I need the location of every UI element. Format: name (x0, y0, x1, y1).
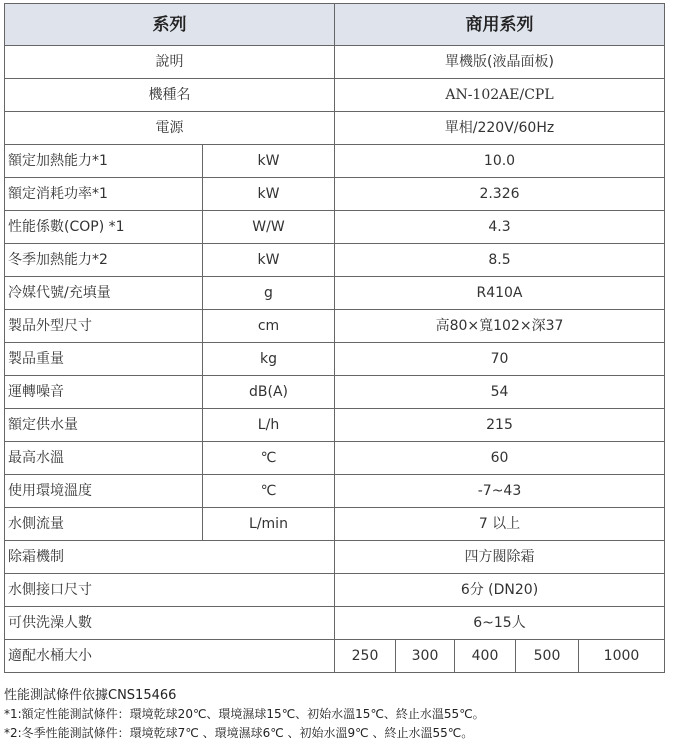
row-unit: dB(A) (203, 376, 335, 409)
row-unit: ℃ (203, 475, 335, 508)
row-unit: W/W (203, 211, 335, 244)
row-value: 8.5 (335, 244, 665, 277)
row-value: 單相/220V/60Hz (335, 112, 665, 145)
tank-size-cell: 400 (455, 640, 516, 673)
row-value: 60 (335, 442, 665, 475)
tank-size-cell: 300 (396, 640, 455, 673)
row-unit: cm (203, 310, 335, 343)
row-value: 70 (335, 343, 665, 376)
row-label: 運轉噪音 (5, 376, 203, 409)
row-label: 製品外型尺寸 (5, 310, 203, 343)
row-unit: ℃ (203, 442, 335, 475)
table-row (5, 211, 665, 244)
row-value: 6分 (DN20) (335, 574, 665, 607)
row-label: 冷媒代號/充填量 (5, 277, 203, 310)
row-label: 電源 (5, 112, 335, 145)
table-row (5, 310, 665, 343)
row-unit: kW (203, 145, 335, 178)
row-label: 額定消耗功率*1 (5, 178, 203, 211)
footnote-1: *1:額定性能測試條件：環境乾球20℃、環境濕球15℃、初始水溫15℃、終止水溫55℃。 (4, 707, 485, 721)
table-row (5, 409, 665, 442)
row-label: 額定供水量 (5, 409, 203, 442)
table-row (5, 475, 665, 508)
row-label: 性能係數(COP) *1 (5, 211, 203, 244)
table-row (5, 178, 665, 211)
row-value: 4.3 (335, 211, 665, 244)
table-row (5, 343, 665, 376)
row-label: 製品重量 (5, 343, 203, 376)
footnote-2: *2:冬季性能測試條件：環境乾球7℃ 、環境濕球6℃ 、初始水溫9℃ 、終止水溫55℃。 (4, 726, 474, 740)
table-row (5, 79, 665, 112)
row-label: 冬季加熱能力*2 (5, 244, 203, 277)
row-label: 水側接口尺寸 (5, 574, 335, 607)
row-label: 機種名 (5, 79, 335, 112)
row-value: 215 (335, 409, 665, 442)
row-value: 2.326 (335, 178, 665, 211)
row-label: 說明 (5, 46, 335, 79)
table-row (5, 508, 665, 541)
row-value: 54 (335, 376, 665, 409)
row-unit: kW (203, 244, 335, 277)
row-label: 水側流量 (5, 508, 203, 541)
table-row (5, 145, 665, 178)
row-unit: kW (203, 178, 335, 211)
tank-size-cell: 250 (335, 640, 396, 673)
row-label: 額定加熱能力*1 (5, 145, 203, 178)
footnote-heading: 性能測試條件依據CNS15466 (4, 688, 177, 703)
row-label: 最高水溫 (5, 442, 203, 475)
header-series: 系列 (5, 4, 335, 46)
row-unit: kg (203, 343, 335, 376)
row-value: 單機版(液晶面板) (335, 46, 665, 79)
row-value: 四方閥除霜 (335, 541, 665, 574)
row-unit: g (203, 277, 335, 310)
table-row (5, 277, 665, 310)
row-value: 6~15人 (335, 607, 665, 640)
table-row (5, 541, 665, 574)
spec-table (4, 3, 665, 673)
row-label: 適配水桶大小 (5, 640, 335, 673)
table-row (5, 112, 665, 145)
row-label: 除霜機制 (5, 541, 335, 574)
row-unit: L/h (203, 409, 335, 442)
table-row (5, 442, 665, 475)
row-value: -7~43 (335, 475, 665, 508)
row-label: 使用環境溫度 (5, 475, 203, 508)
table-row (5, 244, 665, 277)
row-value: AN-102AE/CPL (335, 79, 665, 112)
tank-size-row (5, 640, 665, 673)
header-commercial-series: 商用系列 (335, 4, 665, 46)
row-label: 可供洗澡人數 (5, 607, 335, 640)
table-row (5, 376, 665, 409)
row-value: 10.0 (335, 145, 665, 178)
row-value: 7 以上 (335, 508, 665, 541)
row-value: 高80×寬102×深37 (335, 310, 665, 343)
table-row (5, 46, 665, 79)
row-value: R410A (335, 277, 665, 310)
table-row (5, 574, 665, 607)
footnotes (4, 686, 672, 743)
tank-size-cell: 1000 (579, 640, 665, 673)
table-row (5, 607, 665, 640)
tank-size-cell: 500 (516, 640, 579, 673)
table-header-row (5, 4, 665, 46)
row-unit: L/min (203, 508, 335, 541)
